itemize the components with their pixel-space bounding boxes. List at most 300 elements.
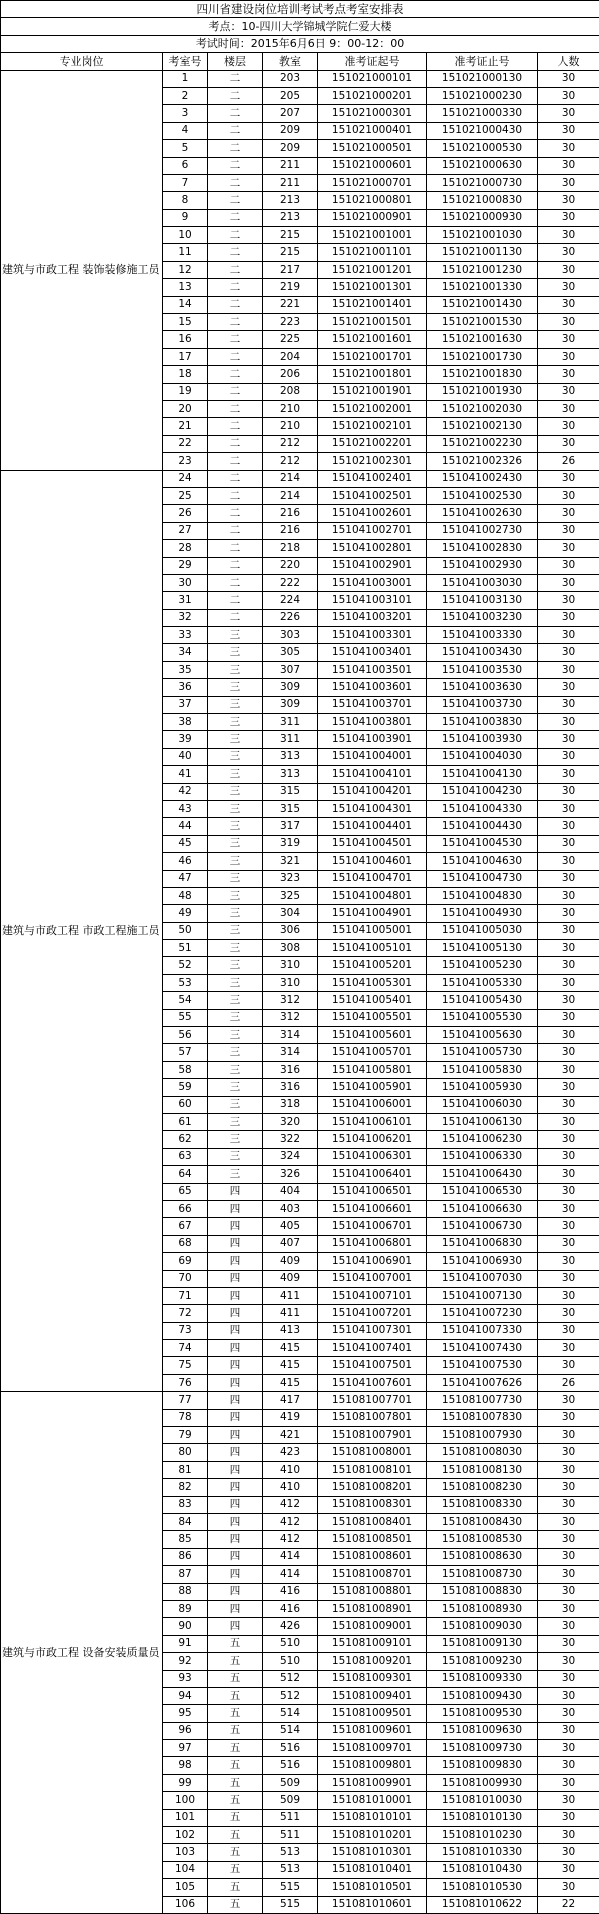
count-cell: 30 <box>538 1096 599 1113</box>
floor-cell: 三 <box>208 1027 263 1044</box>
ticket-end-cell: 151081008530 <box>427 1531 538 1548</box>
room-no-cell: 32 <box>163 609 208 626</box>
ticket-end-cell: 151021000430 <box>427 122 538 139</box>
room-no-cell: 17 <box>163 348 208 365</box>
classroom-cell: 312 <box>263 992 318 1009</box>
ticket-end-cell: 151081010530 <box>427 1879 538 1896</box>
table-row <box>1 1392 599 1409</box>
floor-cell: 二 <box>208 470 263 487</box>
count-cell: 26 <box>538 453 599 470</box>
floor-cell: 三 <box>208 714 263 731</box>
classroom-cell: 416 <box>263 1583 318 1600</box>
count-cell: 30 <box>538 348 599 365</box>
floor-cell: 二 <box>208 540 263 557</box>
room-no-cell: 81 <box>163 1461 208 1478</box>
count-cell: 30 <box>538 1305 599 1322</box>
ticket-start-cell: 151041005301 <box>318 974 427 991</box>
room-no-cell: 41 <box>163 766 208 783</box>
count-cell: 30 <box>538 1513 599 1530</box>
room-no-cell: 6 <box>163 157 208 174</box>
floor-cell: 二 <box>208 122 263 139</box>
count-cell: 30 <box>538 383 599 400</box>
count-cell: 30 <box>538 800 599 817</box>
count-cell: 30 <box>538 1809 599 1826</box>
ticket-start-cell: 151041003701 <box>318 696 427 713</box>
count-cell: 30 <box>538 1687 599 1704</box>
count-cell: 30 <box>538 1774 599 1791</box>
floor-cell: 二 <box>208 192 263 209</box>
count-cell: 30 <box>538 957 599 974</box>
ticket-start-cell: 151021000901 <box>318 209 427 226</box>
floor-cell: 五 <box>208 1687 263 1704</box>
room-no-cell: 58 <box>163 1061 208 1078</box>
classroom-cell: 403 <box>263 1200 318 1217</box>
ticket-start-cell: 151021001301 <box>318 279 427 296</box>
ticket-start-cell: 151081010601 <box>318 1896 427 1913</box>
count-cell: 30 <box>538 1879 599 1896</box>
classroom-cell: 412 <box>263 1496 318 1513</box>
table-row <box>1 470 599 487</box>
count-cell: 30 <box>538 644 599 661</box>
classroom-cell: 326 <box>263 1166 318 1183</box>
ticket-end-cell: 151021001530 <box>427 314 538 331</box>
room-no-cell: 33 <box>163 627 208 644</box>
ticket-start-cell: 151041002401 <box>318 470 427 487</box>
count-cell: 30 <box>538 87 599 104</box>
floor-cell: 三 <box>208 1114 263 1131</box>
count-cell: 30 <box>538 974 599 991</box>
ticket-start-cell: 151081008301 <box>318 1496 427 1513</box>
classroom-cell: 319 <box>263 835 318 852</box>
ticket-start-cell: 151041006801 <box>318 1235 427 1252</box>
classroom-cell: 213 <box>263 209 318 226</box>
ticket-start-cell: 151021001801 <box>318 366 427 383</box>
ticket-end-cell: 151041004530 <box>427 835 538 852</box>
classroom-cell: 405 <box>263 1218 318 1235</box>
ticket-end-cell: 151081007730 <box>427 1392 538 1409</box>
ticket-start-cell: 151041003101 <box>318 592 427 609</box>
floor-cell: 三 <box>208 644 263 661</box>
ticket-start-cell: 151041005701 <box>318 1044 427 1061</box>
room-no-cell: 21 <box>163 418 208 435</box>
room-no-cell: 59 <box>163 1079 208 1096</box>
ticket-start-cell: 151041007201 <box>318 1305 427 1322</box>
room-no-cell: 103 <box>163 1844 208 1861</box>
ticket-start-cell: 151081009401 <box>318 1687 427 1704</box>
ticket-end-cell: 151081009130 <box>427 1635 538 1652</box>
ticket-start-cell: 151021001401 <box>318 296 427 313</box>
floor-cell: 四 <box>208 1357 263 1374</box>
count-cell: 30 <box>538 227 599 244</box>
classroom-cell: 421 <box>263 1427 318 1444</box>
floor-cell: 四 <box>208 1531 263 1548</box>
ticket-start-cell: 151081008401 <box>318 1513 427 1530</box>
room-no-cell: 102 <box>163 1827 208 1844</box>
room-no-cell: 69 <box>163 1253 208 1270</box>
ticket-end-cell: 151021001830 <box>427 366 538 383</box>
ticket-start-cell: 151041003801 <box>318 714 427 731</box>
classroom-cell: 409 <box>263 1270 318 1287</box>
room-no-cell: 42 <box>163 783 208 800</box>
floor-cell: 四 <box>208 1600 263 1617</box>
floor-cell: 二 <box>208 435 263 452</box>
floor-cell: 四 <box>208 1444 263 1461</box>
count-cell: 30 <box>538 1618 599 1635</box>
classroom-cell: 414 <box>263 1566 318 1583</box>
room-no-cell: 22 <box>163 435 208 452</box>
count-cell: 30 <box>538 1200 599 1217</box>
count-cell: 30 <box>538 1409 599 1426</box>
room-no-cell: 98 <box>163 1757 208 1774</box>
classroom-cell: 222 <box>263 574 318 591</box>
classroom-cell: 212 <box>263 453 318 470</box>
site-row <box>1 18 599 35</box>
count-cell: 30 <box>538 1166 599 1183</box>
count-cell: 30 <box>538 574 599 591</box>
count-cell: 30 <box>538 366 599 383</box>
classroom-cell: 315 <box>263 783 318 800</box>
room-no-cell: 73 <box>163 1322 208 1339</box>
ticket-end-cell: 151041003930 <box>427 731 538 748</box>
floor-cell: 三 <box>208 1009 263 1026</box>
table-row <box>1 70 599 87</box>
ticket-end-cell: 151081009630 <box>427 1722 538 1739</box>
ticket-start-cell: 151041003301 <box>318 627 427 644</box>
ticket-end-cell: 151081009030 <box>427 1618 538 1635</box>
ticket-end-cell: 151081008230 <box>427 1479 538 1496</box>
count-cell: 30 <box>538 627 599 644</box>
ticket-start-cell: 151041004901 <box>318 905 427 922</box>
exam-time: 考试时间：2015年6月6日 9：00-12：00 <box>1 35 599 52</box>
ticket-end-cell: 151041002930 <box>427 557 538 574</box>
floor-cell: 二 <box>208 227 263 244</box>
count-cell: 22 <box>538 1896 599 1913</box>
ticket-start-cell: 151081010501 <box>318 1879 427 1896</box>
floor-cell: 三 <box>208 835 263 852</box>
ticket-end-cell: 151041004330 <box>427 800 538 817</box>
ticket-end-cell: 151081007830 <box>427 1409 538 1426</box>
count-cell: 30 <box>538 679 599 696</box>
classroom-cell: 218 <box>263 540 318 557</box>
ticket-end-cell: 151041005630 <box>427 1027 538 1044</box>
ticket-start-cell: 151081009901 <box>318 1774 427 1791</box>
room-no-cell: 47 <box>163 870 208 887</box>
classroom-cell: 211 <box>263 157 318 174</box>
position-cell: 建筑与市政工程 设备安装质量员 <box>1 1392 163 1914</box>
classroom-cell: 411 <box>263 1305 318 1322</box>
ticket-start-cell: 151081008501 <box>318 1531 427 1548</box>
count-cell: 30 <box>538 1340 599 1357</box>
count-cell: 30 <box>538 522 599 539</box>
ticket-start-cell: 151041007501 <box>318 1357 427 1374</box>
classroom-cell: 313 <box>263 748 318 765</box>
count-cell: 30 <box>538 209 599 226</box>
count-cell: 30 <box>538 1548 599 1565</box>
room-no-cell: 87 <box>163 1566 208 1583</box>
floor-cell: 二 <box>208 609 263 626</box>
ticket-end-cell: 151041004630 <box>427 853 538 870</box>
ticket-start-cell: 151081007801 <box>318 1409 427 1426</box>
floor-cell: 二 <box>208 383 263 400</box>
room-no-cell: 90 <box>163 1618 208 1635</box>
ticket-start-cell: 151081010401 <box>318 1861 427 1878</box>
count-cell: 30 <box>538 157 599 174</box>
classroom-cell: 217 <box>263 261 318 278</box>
classroom-cell: 314 <box>263 1044 318 1061</box>
ticket-end-cell: 151041002530 <box>427 487 538 504</box>
classroom-cell: 206 <box>263 366 318 383</box>
count-cell: 30 <box>538 557 599 574</box>
table-body <box>1 1 599 1914</box>
floor-cell: 二 <box>208 505 263 522</box>
classroom-cell: 312 <box>263 1009 318 1026</box>
ticket-start-cell: 151041002601 <box>318 505 427 522</box>
room-no-cell: 62 <box>163 1131 208 1148</box>
floor-cell: 四 <box>208 1548 263 1565</box>
floor-cell: 二 <box>208 209 263 226</box>
room-no-cell: 106 <box>163 1896 208 1913</box>
floor-cell: 四 <box>208 1322 263 1339</box>
ticket-end-cell: 151081010030 <box>427 1792 538 1809</box>
ticket-start-cell: 151081008901 <box>318 1600 427 1617</box>
room-no-cell: 72 <box>163 1305 208 1322</box>
room-no-cell: 82 <box>163 1479 208 1496</box>
classroom-cell: 513 <box>263 1844 318 1861</box>
floor-cell: 三 <box>208 974 263 991</box>
ticket-end-cell: 151081010130 <box>427 1809 538 1826</box>
ticket-start-cell: 151041004701 <box>318 870 427 887</box>
ticket-start-cell: 151081009201 <box>318 1653 427 1670</box>
classroom-cell: 415 <box>263 1357 318 1374</box>
room-no-cell: 78 <box>163 1409 208 1426</box>
ticket-end-cell: 151041004730 <box>427 870 538 887</box>
ticket-end-cell: 151021002326 <box>427 453 538 470</box>
floor-cell: 四 <box>208 1200 263 1217</box>
classroom-cell: 315 <box>263 800 318 817</box>
count-cell: 30 <box>538 731 599 748</box>
floor-cell: 二 <box>208 314 263 331</box>
ticket-start-cell: 151021000101 <box>318 70 427 87</box>
ticket-end-cell: 151021000530 <box>427 140 538 157</box>
room-no-cell: 20 <box>163 400 208 417</box>
floor-cell: 二 <box>208 418 263 435</box>
classroom-cell: 510 <box>263 1653 318 1670</box>
count-cell: 30 <box>538 261 599 278</box>
floor-cell: 三 <box>208 1131 263 1148</box>
room-no-cell: 84 <box>163 1513 208 1530</box>
classroom-cell: 316 <box>263 1079 318 1096</box>
ticket-start-cell: 151041003501 <box>318 661 427 678</box>
ticket-end-cell: 151041003830 <box>427 714 538 731</box>
count-cell: 30 <box>538 1653 599 1670</box>
room-no-cell: 92 <box>163 1653 208 1670</box>
count-cell: 30 <box>538 1270 599 1287</box>
count-cell: 30 <box>538 1861 599 1878</box>
count-cell: 30 <box>538 505 599 522</box>
ticket-start-cell: 151041007401 <box>318 1340 427 1357</box>
ticket-start-cell: 151081009501 <box>318 1705 427 1722</box>
floor-cell: 四 <box>208 1479 263 1496</box>
ticket-end-cell: 151041003130 <box>427 592 538 609</box>
count-cell: 30 <box>538 1635 599 1652</box>
ticket-end-cell: 151081009830 <box>427 1757 538 1774</box>
room-no-cell: 5 <box>163 140 208 157</box>
ticket-end-cell: 151021001230 <box>427 261 538 278</box>
room-no-cell: 94 <box>163 1687 208 1704</box>
room-no-cell: 79 <box>163 1427 208 1444</box>
ticket-end-cell: 151021002130 <box>427 418 538 435</box>
floor-cell: 二 <box>208 487 263 504</box>
ticket-start-cell: 151041004001 <box>318 748 427 765</box>
classroom-cell: 419 <box>263 1409 318 1426</box>
room-no-cell: 50 <box>163 922 208 939</box>
ticket-end-cell: 151081008430 <box>427 1513 538 1530</box>
room-no-cell: 35 <box>163 661 208 678</box>
room-no-cell: 38 <box>163 714 208 731</box>
ticket-start-cell: 151021000201 <box>318 87 427 104</box>
classroom-cell: 415 <box>263 1340 318 1357</box>
ticket-end-cell: 151081009330 <box>427 1670 538 1687</box>
classroom-cell: 516 <box>263 1740 318 1757</box>
count-cell: 26 <box>538 1374 599 1391</box>
floor-cell: 二 <box>208 261 263 278</box>
room-no-cell: 30 <box>163 574 208 591</box>
floor-cell: 三 <box>208 940 263 957</box>
ticket-start-cell: 151041004501 <box>318 835 427 852</box>
ticket-end-cell: 151021000830 <box>427 192 538 209</box>
floor-cell: 五 <box>208 1861 263 1878</box>
count-cell: 30 <box>538 400 599 417</box>
count-cell: 30 <box>538 609 599 626</box>
count-cell: 30 <box>538 1583 599 1600</box>
ticket-end-cell: 151081009930 <box>427 1774 538 1791</box>
floor-cell: 四 <box>208 1566 263 1583</box>
classroom-cell: 311 <box>263 714 318 731</box>
ticket-end-cell: 151041007530 <box>427 1357 538 1374</box>
ticket-end-cell: 151041005330 <box>427 974 538 991</box>
room-no-cell: 12 <box>163 261 208 278</box>
ticket-end-cell: 151021001930 <box>427 383 538 400</box>
room-no-cell: 104 <box>163 1861 208 1878</box>
ticket-end-cell: 151041006530 <box>427 1183 538 1200</box>
ticket-start-cell: 151041006401 <box>318 1166 427 1183</box>
classroom-cell: 310 <box>263 974 318 991</box>
count-cell: 30 <box>538 296 599 313</box>
room-no-cell: 55 <box>163 1009 208 1026</box>
classroom-cell: 226 <box>263 609 318 626</box>
classroom-cell: 325 <box>263 887 318 904</box>
ticket-start-cell: 151041002801 <box>318 540 427 557</box>
floor-cell: 五 <box>208 1844 263 1861</box>
floor-cell: 五 <box>208 1670 263 1687</box>
count-cell: 30 <box>538 1114 599 1131</box>
ticket-start-cell: 151041004301 <box>318 800 427 817</box>
ticket-start-cell: 151081010101 <box>318 1809 427 1826</box>
count-cell: 30 <box>538 1531 599 1548</box>
ticket-end-cell: 151021000130 <box>427 70 538 87</box>
ticket-start-cell: 151081010301 <box>318 1844 427 1861</box>
ticket-start-cell: 151021000701 <box>318 174 427 191</box>
ticket-start-cell: 151081009301 <box>318 1670 427 1687</box>
classroom-cell: 423 <box>263 1444 318 1461</box>
ticket-start-cell: 151021002101 <box>318 418 427 435</box>
room-no-cell: 54 <box>163 992 208 1009</box>
ticket-start-cell: 151021002301 <box>318 453 427 470</box>
room-no-cell: 40 <box>163 748 208 765</box>
classroom-cell: 205 <box>263 87 318 104</box>
room-no-cell: 61 <box>163 1114 208 1131</box>
ticket-start-cell: 151021001701 <box>318 348 427 365</box>
ticket-end-cell: 151041007430 <box>427 1340 538 1357</box>
classroom-cell: 225 <box>263 331 318 348</box>
header-room-no: 考室号 <box>163 53 208 70</box>
ticket-end-cell: 151041005830 <box>427 1061 538 1078</box>
room-no-cell: 99 <box>163 1774 208 1791</box>
ticket-start-cell: 151081008201 <box>318 1479 427 1496</box>
ticket-start-cell: 151021000401 <box>318 122 427 139</box>
floor-cell: 三 <box>208 1148 263 1165</box>
ticket-start-cell: 151041004201 <box>318 783 427 800</box>
exam-site: 考点：10-四川大学锦城学院仁爱大楼 <box>1 18 599 35</box>
ticket-end-cell: 151041003630 <box>427 679 538 696</box>
room-no-cell: 86 <box>163 1548 208 1565</box>
count-cell: 30 <box>538 435 599 452</box>
floor-cell: 二 <box>208 557 263 574</box>
count-cell: 30 <box>538 1844 599 1861</box>
ticket-end-cell: 151081008730 <box>427 1566 538 1583</box>
ticket-end-cell: 151021000230 <box>427 87 538 104</box>
ticket-end-cell: 151041002730 <box>427 522 538 539</box>
ticket-end-cell: 151041006930 <box>427 1253 538 1270</box>
ticket-end-cell: 151041005030 <box>427 922 538 939</box>
ticket-start-cell: 151041004401 <box>318 818 427 835</box>
floor-cell: 四 <box>208 1374 263 1391</box>
ticket-end-cell: 151081010430 <box>427 1861 538 1878</box>
ticket-end-cell: 151081008330 <box>427 1496 538 1513</box>
ticket-start-cell: 151021001201 <box>318 261 427 278</box>
classroom-cell: 407 <box>263 1235 318 1252</box>
classroom-cell: 511 <box>263 1827 318 1844</box>
ticket-start-cell: 151081008001 <box>318 1444 427 1461</box>
header-ticket-end: 准考证止号 <box>427 53 538 70</box>
count-cell: 30 <box>538 1792 599 1809</box>
count-cell: 30 <box>538 870 599 887</box>
header-classroom: 教室 <box>263 53 318 70</box>
count-cell: 30 <box>538 1392 599 1409</box>
ticket-end-cell: 151041007626 <box>427 1374 538 1391</box>
ticket-start-cell: 151041003201 <box>318 609 427 626</box>
ticket-end-cell: 151041005730 <box>427 1044 538 1061</box>
floor-cell: 二 <box>208 279 263 296</box>
room-no-cell: 83 <box>163 1496 208 1513</box>
ticket-end-cell: 151081008630 <box>427 1548 538 1565</box>
floor-cell: 二 <box>208 400 263 417</box>
classroom-cell: 305 <box>263 644 318 661</box>
room-no-cell: 10 <box>163 227 208 244</box>
floor-cell: 三 <box>208 679 263 696</box>
ticket-start-cell: 151041003401 <box>318 644 427 661</box>
room-no-cell: 8 <box>163 192 208 209</box>
classroom-cell: 214 <box>263 487 318 504</box>
floor-cell: 四 <box>208 1392 263 1409</box>
ticket-start-cell: 151041002901 <box>318 557 427 574</box>
classroom-cell: 311 <box>263 731 318 748</box>
floor-cell: 二 <box>208 87 263 104</box>
floor-cell: 五 <box>208 1705 263 1722</box>
ticket-start-cell: 151041003001 <box>318 574 427 591</box>
ticket-end-cell: 151021000330 <box>427 105 538 122</box>
room-no-cell: 1 <box>163 70 208 87</box>
